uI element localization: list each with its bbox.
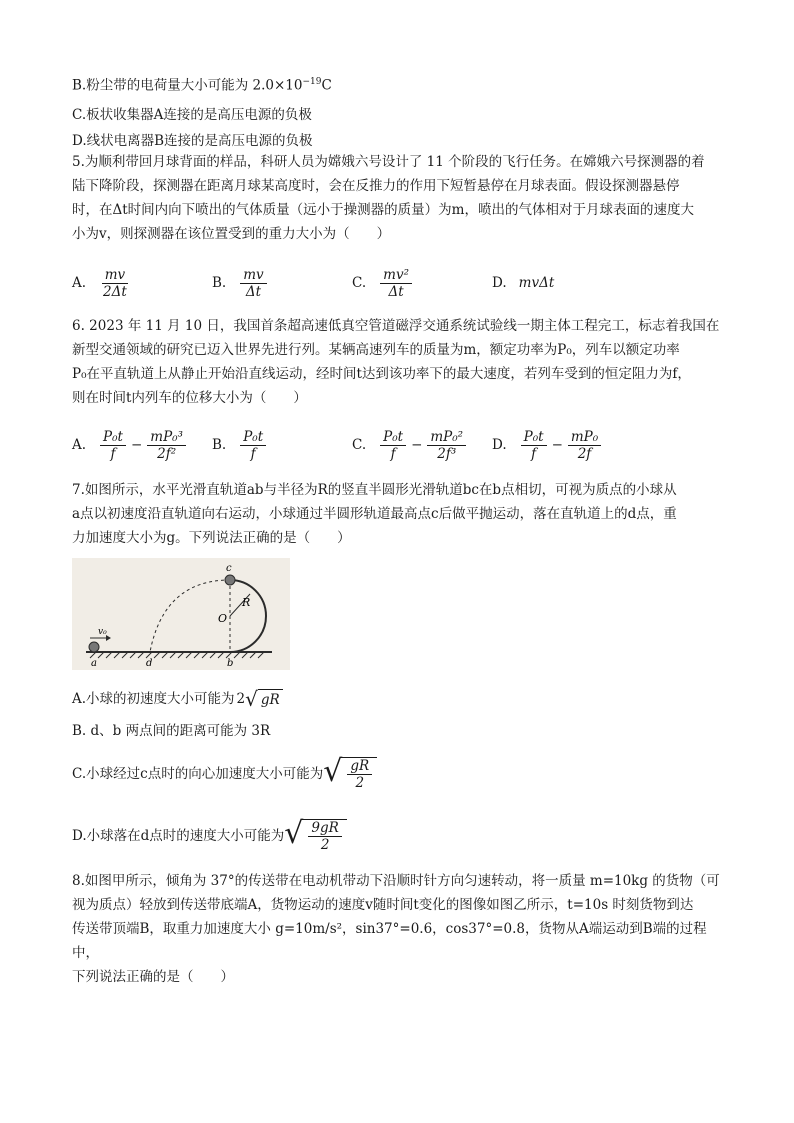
q7-option-a: A.小球的初速度大小可能为 2 √ gR bbox=[72, 688, 283, 710]
q6-option-d: D. $\frac{\text{P₀t}}{f}$ − $\frac{\text{mP₀}}{2f}$ bbox=[492, 425, 603, 465]
q6-stem: 6. 2023 年 11 月 10 日，我国首条超高速低真空管道磁浮交通系统试验线一期主体工程完工，标志着我国在 新型交通领域的研究已迈入世界先进行列。某辆高速列车的质量为m，额定功率为P₀，列车以额定功率 P₀在平直轨道上从静止开始沿直线运动，经时间t达到该功率下的最大速度，若列车受到的恒定阻力为f， 则在时间t内列车的位移大小为（ ） bbox=[72, 318, 720, 406]
label-d: d bbox=[146, 658, 153, 669]
q7-option-c: C.小球经过c点时的向心加速度大小可能为 √ $\frac{gR}{2}$ bbox=[72, 754, 377, 794]
label-O: O bbox=[218, 612, 228, 625]
label-c: c bbox=[226, 563, 232, 574]
q6-option-c: C. $\frac{\text{P₀t}}{f}$ − $\frac{\text{mP₀²}}{\text{2f³}}$ bbox=[352, 425, 468, 465]
q7-stem: 7.如图所示，水平光滑直轨道ab与半径为R的竖直半圆形光滑轨道bc在b点相切，可视为质点的小球从 a点以初速度沿直轨道向右运动，小球通过半圆形轨道最高点c后做平抛运动，落在直轨道上的d点，重 力加速度大小为g。下列说法正确的是（ ） bbox=[72, 482, 677, 546]
q4-option-d: D.线状电离器B连接的是高压电源的负极 bbox=[72, 133, 313, 149]
label-b: b bbox=[227, 658, 234, 669]
semicircle-track bbox=[230, 580, 266, 652]
q7-figure bbox=[72, 558, 290, 670]
q8-stem: 8.如图甲所示，倾角为 37°的传送带在电动机带动下沿顺时针方向匀速转动，将一质量 m=10kg 的货物（可 视为质点）轻放到传送带底端A，货物运动的速度v随时间t变化的图像如图乙所示，t=10s 时刻货物到达 传送带顶端B，取重力加速度大小 g=10m/s²，sin37°=0.6，cos37°=0.8，货物从A端运动到B端的过程中， 下列说法正确的是（ ） bbox=[72, 873, 720, 985]
q7-option-b: B. d、b 两点间的距离可能为 3R bbox=[72, 723, 271, 739]
label-a: a bbox=[91, 658, 97, 669]
q4-option-b: B.粉尘带的电荷量大小可能为 $2.0\times 10^{-19}C$ bbox=[72, 77, 332, 94]
q6-option-a: A. $\frac{\text{P₀t}}{f}$ − $\frac{\text{mP₀³}}{\text{2f²}}$ bbox=[72, 425, 188, 465]
q5-option-d: D. mvΔt bbox=[492, 275, 555, 291]
q7-option-d: D.小球落在d点时的速度大小可能为 √ $\frac{9gR}{2}$ bbox=[72, 816, 347, 856]
ball-at-a bbox=[89, 642, 99, 652]
q5-stem: 5.为顺利带回月球背面的样品，科研人员为嫦娥六号设计了 11 个阶段的飞行任务。在嫦娥六号探测器的着 陆下降阶段，探测器在距离月球某高度时，会在反推力的作用下短暂悬停在月球表面。假设探测器悬停 时，在Δt时间内向下喷出的气体质量（远小于操测器的质量）为m，喷出的气体相对于月球表面的速度大 小为v，则探测器在该位置受到的重力大小为（ ） bbox=[72, 154, 705, 242]
track-diagram bbox=[72, 558, 290, 670]
velocity-arrow-head bbox=[106, 635, 111, 641]
q5-option-c: C. $\frac{\text{mv²}}{\Delta t}$ bbox=[352, 263, 414, 303]
q5-option-b: B. $\frac{mv}{\Delta t}$ bbox=[212, 263, 269, 303]
label-R: R bbox=[242, 596, 251, 609]
q6-option-b: B. $\frac{\text{P₀t}}{f}$ bbox=[212, 425, 268, 465]
ball-at-c bbox=[225, 575, 235, 585]
q4-option-c: C.板状收集器A连接的是高压电源的负极 bbox=[72, 107, 312, 123]
q5-choices bbox=[72, 263, 732, 303]
label-v0: v₀ bbox=[98, 627, 107, 637]
q6-choices bbox=[72, 425, 732, 465]
q5-option-a: A. $\frac{mv}{2\Delta t}$ bbox=[72, 266, 127, 300]
